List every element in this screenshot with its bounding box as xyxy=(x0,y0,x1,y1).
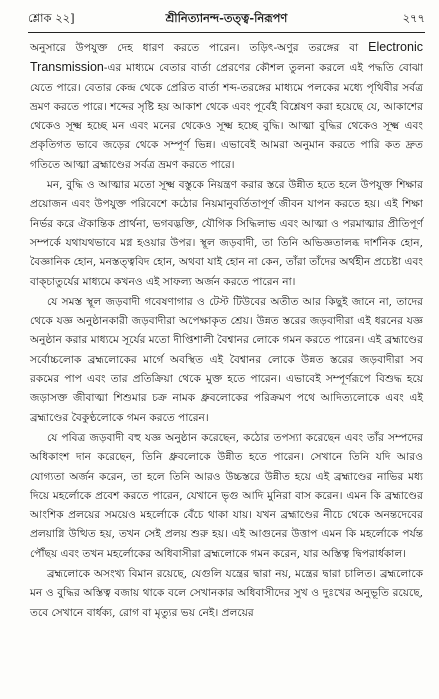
paragraph xyxy=(30,429,423,564)
latin-term: Electronic Transmission xyxy=(30,40,423,75)
verse-reference: শ্লোক ২২] xyxy=(28,11,75,25)
paragraph-text: মন, বুদ্ধি ও আত্মার মতো সূক্ষ্ম বস্তুকে নিয়ন্ত্রণ করার স্তরে উন্নীত হতে হলে উপযুক্ত শিক্ষার প্রয়োজন এবং উপযুক্ত পরিবেশে কঠোর নিয়মানুবর্তিতাপূর্ণ জীবন যাপন করতে হয়। এই শিক্ষা নির্ভর করে ঐকান্তিক প্রার্থনা, ভগবদ্ভক্তি, যৌগিক সিদ্ধিলাভ এবং আত্মা ও পরমাত্মার প্রীতিপূর্ণ সম্পর্কে যথাযথভাবে মগ্ন হওয়ার উপর। স্থূল জড়বাদী, তা তিনি অভিজ্ঞতালব্ধ দার্শনিক হোন, বৈজ্ঞানিক হোন, মনস্তত্ত্ববিদ হোন, অথবা যাই হোন না কেন, তাঁরা তাঁদের অর্থহীন প্রচেষ্টা এবং বাক্চাতুর্যের মাধ্যমে কখনও এই সাফল্য অর্জন করতে পারেন না। xyxy=(30,179,423,288)
paragraph xyxy=(30,38,423,175)
paragraph xyxy=(30,293,423,428)
paragraph-text: ব্রহ্মলোকে অসংখ্য বিমান রয়েছে, যেগুলি যন্ত্রের দ্বারা নয়, মন্ত্রের দ্বারা চালিত। ব্রহ্মলোকে মন ও বুদ্ধির অস্তিত্ব বজায় থাকে বলে সেখানকার অধিবাসীদের সুখ ও দুঃখের অনুভূতি রয়েছে, তবে সেখানে বার্ধক্য, রোগ বা মৃত্যুর ভয় নেই। প্রলয়ের xyxy=(30,568,423,619)
running-header xyxy=(28,6,425,30)
paragraph-text: -এর মাধ্যমে বেতার বার্তা প্রেরণের কৌশল তুলনা করলে এই পদ্ধতি বোঝা যেতে পারে। বেতার কেন্দ্র থেকে প্রেরিত বার্তা শব্দ-তরঙ্গের মাধ্যমে পলকের মধ্যে পৃথিবীর সর্বত্র ভ্রমণ করতে পারে। শব্দের সৃষ্টি হয় আকাশ থেকে এবং পূর্বেই বিশ্লেষণ করা হয়েছে যে, আকাশের থেকেও সূক্ষ্ম হচ্ছে মন এবং মনের থেকেও সূক্ষ্ম হচ্ছে বুদ্ধি। আত্মা বুদ্ধির থেকেও সূক্ষ্ম এবং প্রকৃতিগত ভাবে জড়ের থেকে সম্পূর্ণ ভিন্ন। এভাবেই আমরা অনুমান করতে পারি কত দ্রুত গতিতে আত্মা ব্রহ্মাণ্ডের সর্বত্র ভ্রমণ করতে পারে। xyxy=(30,62,423,171)
chapter-title: শ্রীনিত্যানন্দ-তত্ত্ব-নিরূপণ xyxy=(165,11,288,25)
page-number: ২৭৭ xyxy=(402,11,425,25)
paragraph-text: যে সমস্ত স্থূল জড়বাদী গবেষণাগার ও টেস্ট টিউবের অতীত আর কিছুই জানে না, তাদের থেকে যজ্ঞ অনুষ্ঠানকারী জড়বাদীরা অপেক্ষাকৃত শ্রেয়। উন্নত স্তরের জড়বাদীরা এই ধরনের যজ্ঞ অনুষ্ঠান করার মাধ্যমে সূর্যের মতো দীপ্তিশালী বৈশ্বানর লোকে গমন করতে পারেন। এই ব্রহ্মাণ্ডের সর্বোচ্চলোক ব্রহ্মলোকের মার্গে অবস্থিত এই বৈশ্বানর লোকে উন্নত স্তরের জড়বাদীরা সব রকমের পাপ এবং তার প্রতিক্রিয়া থেকে মুক্ত হতে পারেন। এভাবেই সম্পূর্ণরূপে বিশুদ্ধ হয়ে জড়াসক্ত জীবাত্মা শিশুমার চক্র নামক ধ্রুবলোকের পরিক্রমণ পথে আদিত্যলোকে এবং এই ব্রহ্মাণ্ডের বৈকুণ্ঠলোকে গমন করতে পারেন। xyxy=(30,295,423,424)
paragraph-text: অনুসারে উপযুক্ত দেহ ধারণ করতে পারেন। তড়িৎ-অণুর তরঙ্গের বা xyxy=(30,42,369,54)
paragraph-text: যে পবিত্র জড়বাদী বহু যজ্ঞ অনুষ্ঠান করেছেন, কঠোর তপস্যা করেছেন এবং তাঁর সম্পদের অধিকাংশ দান করেছেন, তিনি ধ্রুবলোকে উন্নীত হতে পারেন। সেখানে তিনি যদি আরও যোগ্যতা অর্জন করেন, তা হলে তিনি আরও উচ্চস্তরে উন্নীত হয়ে এই ব্রহ্মাণ্ডের নাভির মধ্য দিয়ে মহর্লোকে প্রবেশ করতে পারেন, যেখানে ভৃগু আদি মুনিরা বাস করেন। এমন কি ব্রহ্মাণ্ডের আংশিক প্রলয়ের সময়েও মহর্লোকে বেঁচে থাকা যায়। যখন ব্রহ্মাণ্ডের নীচে থেকে অনন্তদেবের প্রলয়াগ্নি উত্থিত হয়, তখন সেই প্রলয় শুরু হয়। এই আগুনের উত্তাপ এমন কি মহর্লোকে পর্যন্ত পৌঁছয় এবং তখন মহর্লোকের অধিবাসীরা ব্রহ্মলোকে গমন করেন, যার অস্তিত্ব দ্বিপরার্ধকাল। xyxy=(30,431,423,560)
paragraph xyxy=(30,565,423,623)
header-rule xyxy=(28,32,425,33)
body-text xyxy=(30,38,423,623)
paragraph xyxy=(30,176,423,292)
